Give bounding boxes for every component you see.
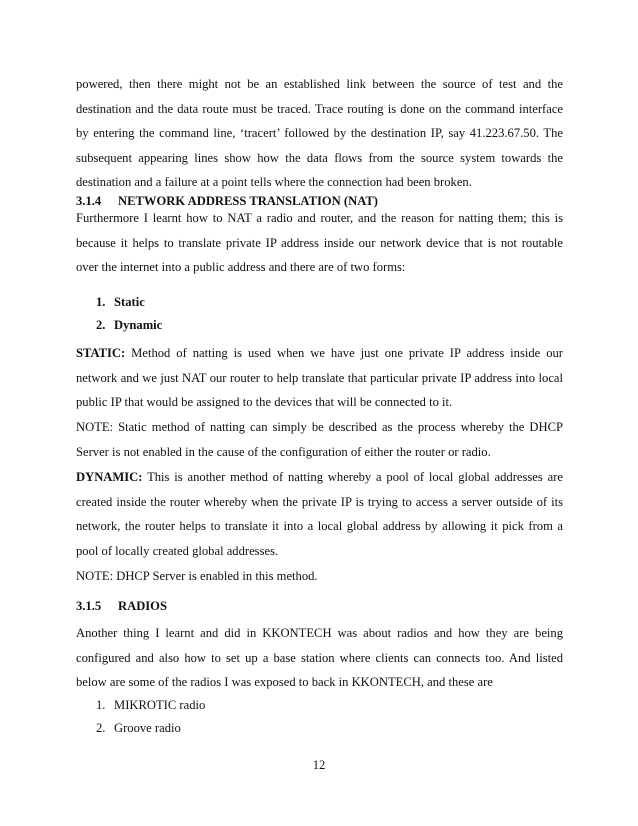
dynamic-label: DYNAMIC: [76,470,143,484]
paragraph-traceroute: powered, then there might not be an established link between the source of test and the destination and the data route must be traced. Trace routing is done on the command interface by entering the command line, ‘tracert’ followed by the destination IP, say 41.223.67.50. The subsequent appearing lines show how the data flows from the source system towards the destination and a failure at a point tells where the connection had been broken. [76,77,563,190]
paragraph-static-note: NOTE: Static method of natting can simply be described as the process whereby the DHCP Server is not enabled in the cause of the configuration of either the router or radio. [76,420,563,459]
nat-forms-list [96,291,162,337]
section-number: 3.1.4 [76,194,102,208]
list-item: 1. MIKROTIC radio [96,698,206,712]
dynamic-body: This is another method of natting whereby a pool of local global addresses are created inside the router whereby when the private IP is trying to access a server outside of its network, the router helps to translate it into a local global address by allowing it pick from a pool of locally created global addresses. [76,470,563,558]
paragraph-dynamic [76,465,563,563]
list-item: 2. Groove radio [96,721,181,735]
section-heading-radios [76,598,563,614]
paragraph-radios-intro: Another thing I learnt and did in KKONTECH was about radios and how they are being configured and also how to set up a base station where clients can connects too. And listed below are some of the radios I was exposed to back in KKONTECH, and these are [76,626,563,690]
paragraph-dynamic-note: NOTE: DHCP Server is enabled in this method. [76,569,318,583]
section-title: RADIOS [118,599,167,613]
list-item: 2. Dynamic [96,318,163,332]
paragraph-static [76,341,563,415]
section-title: NETWORK ADDRESS TRANSLATION (NAT) [118,194,378,208]
page-number: 12 [312,758,326,772]
paragraph-nat-intro: Furthermore I learnt how to NAT a radio and router, and the reason for natting them; this is because it helps to translate private IP address inside our network device that is not routable over the internet into a public address and there are of two forms: [76,211,563,275]
list-item: 1. Static [96,295,145,309]
static-body: Method of natting is used when we have just one private IP address inside our network and we just NAT our router to help translate that particular private IP address into local public IP that would be assigned to the devices that will be connected to it. [76,346,563,410]
radios-list [96,694,205,740]
static-label: STATIC: [76,346,126,360]
section-number: 3.1.5 [76,599,102,613]
